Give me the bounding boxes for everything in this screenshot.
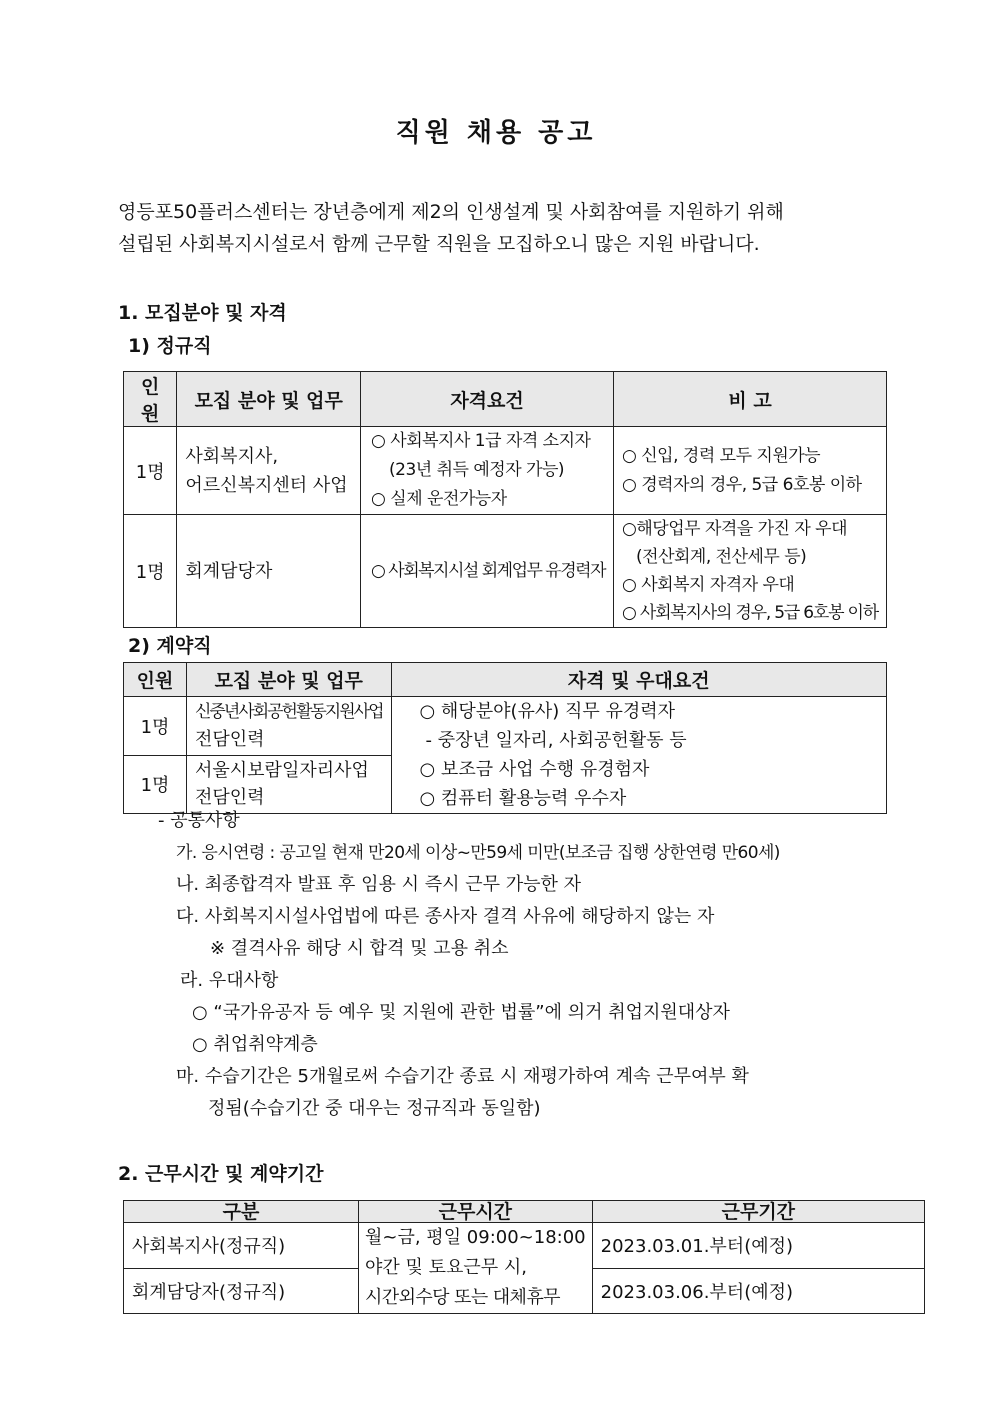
intro-paragraph [118,196,878,260]
req-line: (23년 취득 예정자 가능) [389,460,565,480]
field-cell [177,515,361,628]
requirement-cell [361,427,614,515]
intro-line: 설립된 사회복지시설로서 함께 근무할 직원을 모집하오니 많은 지원 바랍니다. [118,233,760,255]
note-line: ○ 신입, 경력 모두 지원가능 [622,445,821,466]
req-line: ○ 사회복지사 1급 자격 소지자 [371,431,591,451]
note-cell [614,515,887,628]
hours-cell [359,1223,593,1314]
table-row [124,1223,925,1269]
count-cell: 1명 [124,755,187,814]
type-cell: 사회복지사(정규직) [124,1223,359,1269]
common-item: ※ 결격사유 해당 시 합격 및 고용 취소 [210,938,509,959]
note-line: ○ 경력자의 경우, 5급 6호봉 이하 [622,474,862,495]
note-cell [614,427,887,515]
table-row [124,697,887,756]
hours-line: 야간 및 토요근무 시, [365,1257,527,1278]
count-cell: 1명 [124,697,187,756]
page-title: 직원 채용 공고 [395,118,597,148]
field-line: 어르신복지센터 사업 [185,474,348,496]
regular-positions-table [123,371,887,628]
field-cell [187,697,392,756]
type-cell: 회계담당자(정규직) [124,1268,359,1314]
common-item: 정됨(수습기간 중 대우는 정규직과 동일함) [208,1098,541,1119]
subsection-contract: 2) 계약직 [128,635,212,657]
req-line: ○ 해당분야(유사) 직무 유경력자 [419,701,676,722]
common-item: 마. 수습기간은 5개월로써 수습기간 종료 시 재평가하여 계속 근무여부 확 [176,1066,749,1087]
subsection-regular: 1) 정규직 [128,335,212,357]
note-line: ○ 사회복지사의 경우, 5급 6호봉 이하 [622,603,878,623]
common-item: 가. 응시연령 : 공고일 현재 만20세 이상~만59세 미만(보조금 집행 상한연령 만60세) [176,843,780,863]
req-line: ○ 실제 운전가능자 [371,489,507,509]
count-cell: 1명 [124,427,177,515]
field-line: 전담인력 [195,728,265,750]
field-cell [177,427,361,515]
field-line: 신중년사회공헌활동지원사업 [195,701,383,722]
req-line: ○ 보조금 사업 수행 유경험자 [419,759,650,780]
period-cell: 2023.03.06.부터(예정) [592,1268,924,1314]
col-header: 자격요건 [361,372,614,427]
col-header: 자격 및 우대요건 [391,663,887,697]
col-header: 근무기간 [592,1201,924,1223]
col-header: 비 고 [614,372,887,427]
req-line: ○ 컴퓨터 활용능력 우수자 [419,788,627,809]
col-header: 인원 [124,663,187,697]
field-line: 회계담당자 [185,560,273,582]
requirement-cell [361,515,614,628]
count-cell: 1명 [124,515,177,628]
hours-line: 월~금, 평일 09:00~18:00 [365,1227,586,1248]
section2-heading: 2. 근무시간 및 계약기간 [118,1163,324,1185]
hours-line: 시간외수당 또는 대체휴무 [365,1287,560,1308]
req-line: - 중장년 일자리, 사회공헌활동 등 [425,730,687,751]
col-header: 모집 분야 및 업무 [177,372,361,427]
common-heading: - 공통사항 [158,810,240,831]
intro-line: 영등포50플러스센터는 장년층에게 제2의 인생설계 및 사회참여를 지원하기 위해 [118,201,784,223]
common-item: 라. 우대사항 [180,970,279,991]
col-header: 모집 분야 및 업무 [187,663,392,697]
field-line: 서울시보람일자리사업 [195,760,369,782]
work-hours-table [123,1200,925,1314]
note-line: (전산회계, 전산세무 등) [636,547,807,567]
col-header: 근무시간 [359,1201,593,1223]
req-line: ○ 사회복지시설 회계업무 유경력자 [371,560,605,581]
common-item: ○ 취업취약계층 [192,1034,318,1055]
col-header: 구분 [124,1201,359,1223]
common-item: ○ “국가유공자 등 예우 및 지원에 관한 법률”에 의거 취업지원대상자 [192,1002,730,1023]
field-line: 사회복지사, [185,445,279,467]
common-item: 나. 최종합격자 발표 후 임용 시 즉시 근무 가능한 자 [176,874,581,895]
note-line: ○ 사회복지 자격자 우대 [622,575,795,595]
table-row [124,515,887,628]
table-row [124,427,887,515]
period-cell: 2023.03.01.부터(예정) [592,1223,924,1269]
requirement-cell [391,697,887,814]
field-line: 전담인력 [195,787,265,809]
contract-positions-table [123,662,887,814]
col-header: 인원 [124,372,177,427]
note-line: ○해당업무 자격을 가진 자 우대 [622,519,848,539]
common-item: 다. 사회복지시설사업법에 따른 종사자 결격 사유에 해당하지 않는 자 [176,906,715,927]
section1-heading: 1. 모집분야 및 자격 [118,302,287,324]
